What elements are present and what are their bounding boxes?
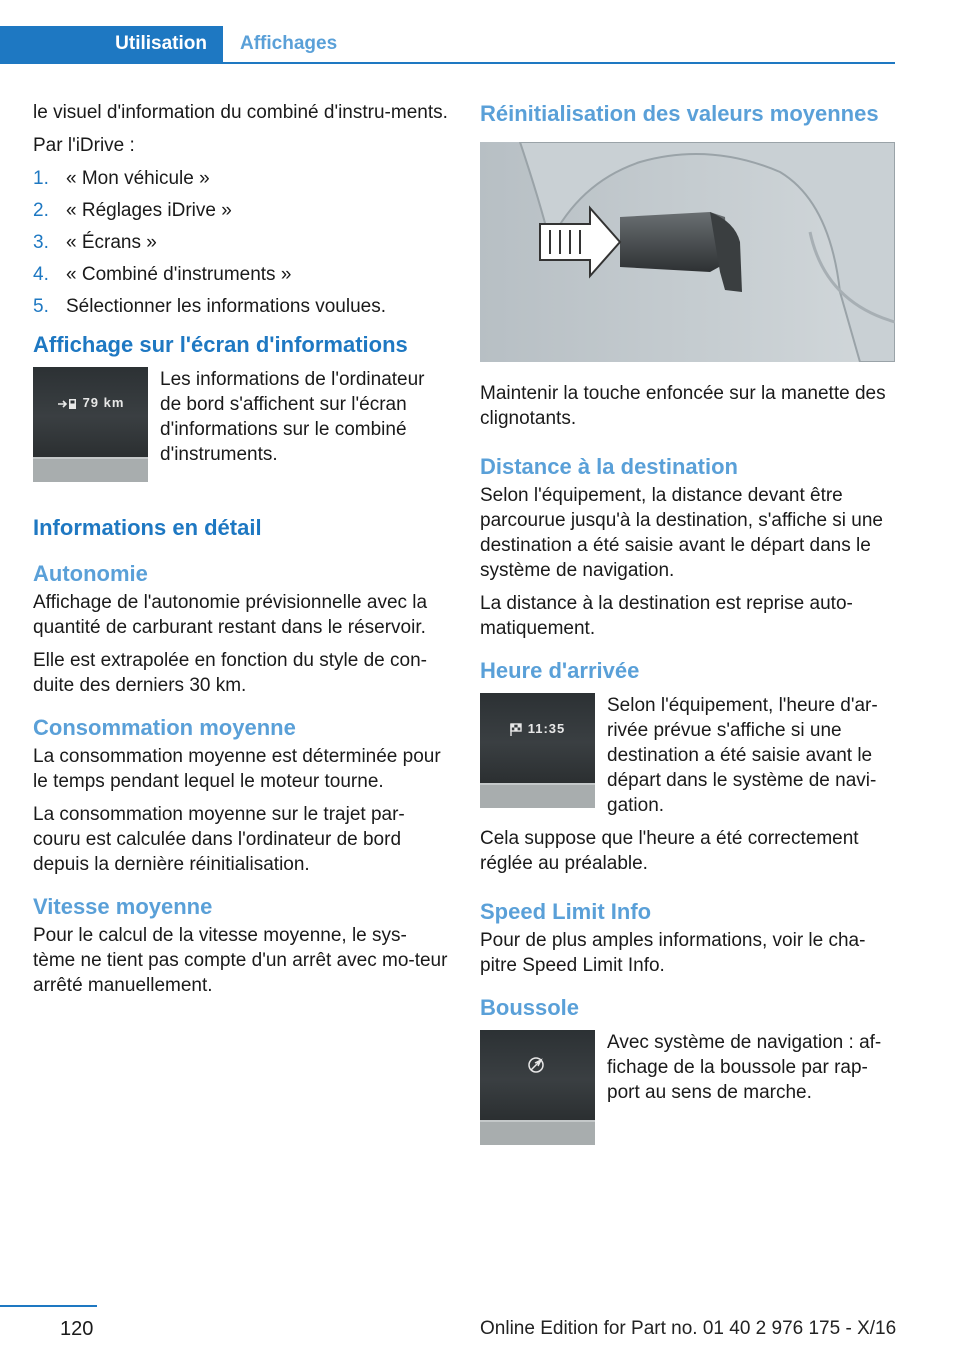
tab-affichages[interactable]: Affichages (240, 33, 338, 54)
arrival-text: Selon l'équipement, l'heure d'ar-rivée prévue s'affiche si une destination a été saisie avant le départ dans le système de navi-gation. (607, 695, 878, 816)
idrive-steps (33, 166, 448, 319)
step-number: 5. (33, 296, 49, 317)
display-heading: Affichage sur l'écran d'informations (33, 332, 408, 357)
display-text: Les informations de l'ordinateur de bord s'affichent sur l'écran d'informations sur le combiné d'instruments. (160, 369, 425, 465)
right-column (480, 100, 898, 1151)
range-text-2: Elle est extrapolée en fonction du style de con-duite des derniers 30 km. (33, 650, 427, 696)
consumption-text-2: La consommation moyenne sur le trajet par-couru est calculée dans l'ordinateur de bord depuis la dernière réinitialisation. (33, 804, 405, 875)
step-text: « Écrans » (66, 232, 157, 253)
edition-text: Online Edition for Part no. 01 40 2 976 175 - X/16 (480, 1318, 897, 1339)
step-text: « Réglages iDrive » (66, 200, 232, 221)
idrive-label: Par l'iDrive : (33, 135, 135, 156)
consumption-text-1: La consommation moyenne est déterminée pour le temps pendant lequel le moteur tourne. (33, 746, 441, 792)
range-readout: 79 km (82, 395, 125, 410)
step-item (33, 198, 448, 223)
speedlimit-text: Pour de plus amples informations, voir le cha-pitre Speed Limit Info. (480, 930, 866, 976)
step-number: 2. (33, 200, 49, 221)
fuel-range-icon (57, 398, 79, 410)
range-text-1: Affichage de l'autonomie prévisionnelle avec la quantité de carburant restant dans le réservoir. (33, 592, 428, 638)
speed-text: Pour le calcul de la vitesse moyenne, le sys-tème ne tient pas compte d'un arrêt avec mo-teur arrêté manuellement. (33, 925, 448, 996)
compass-heading: Boussole (480, 995, 580, 1020)
header-tabbar (0, 26, 895, 64)
footer-rule (0, 1305, 97, 1307)
step-number: 4. (33, 264, 49, 285)
compass-display-image (480, 1030, 595, 1145)
reset-text: Maintenir la touche enfoncée sur la manette des clignotants. (480, 383, 886, 429)
arrival-readout: 11:35 (527, 721, 566, 736)
step-text: Sélectionner les informations voulues. (66, 296, 387, 317)
consumption-heading: Consommation moyenne (33, 715, 296, 740)
compass-icon (527, 1056, 545, 1074)
distance-text-1: Selon l'équipement, la distance devant être parcourue jusqu'à la destination, s'affiche si une destination a été saisie avant le départ dans le système de navigation. (480, 485, 883, 581)
step-number: 3. (33, 232, 49, 253)
step-item (33, 230, 448, 255)
arrival-heading: Heure d'arrivée (480, 658, 640, 683)
step-item (33, 166, 448, 191)
distance-text-2: La distance à la destination est reprise auto-matiquement. (480, 593, 853, 639)
arrival-note: Cela suppose que l'heure a été correctement réglée au préalable. (480, 828, 859, 874)
page-number: 120 (60, 1318, 94, 1340)
step-text: « Mon véhicule » (66, 168, 210, 189)
range-display-image (33, 367, 148, 482)
left-column (33, 100, 448, 1006)
reset-heading: Réinitialisation des valeurs moyennes (480, 101, 879, 126)
compass-text: Avec système de navigation : af-fichage de la boussole par rap-port au sens de marche. (607, 1032, 882, 1103)
flag-icon (510, 723, 524, 737)
turn-signal-lever-image (480, 142, 895, 362)
speedlimit-heading: Speed Limit Info (480, 899, 652, 924)
arrival-display-image (480, 693, 595, 808)
range-heading: Autonomie (33, 561, 148, 586)
details-heading: Informations en détail (33, 515, 262, 540)
step-item (33, 294, 448, 319)
step-item (33, 262, 448, 287)
step-number: 1. (33, 168, 49, 189)
distance-heading: Distance à la destination (480, 454, 738, 479)
step-text: « Combiné d'instruments » (66, 264, 292, 285)
tab-utilisation[interactable]: Utilisation (0, 26, 223, 62)
speed-heading: Vitesse moyenne (33, 894, 213, 919)
intro-text: le visuel d'information du combiné d'instru-ments. (33, 102, 448, 123)
